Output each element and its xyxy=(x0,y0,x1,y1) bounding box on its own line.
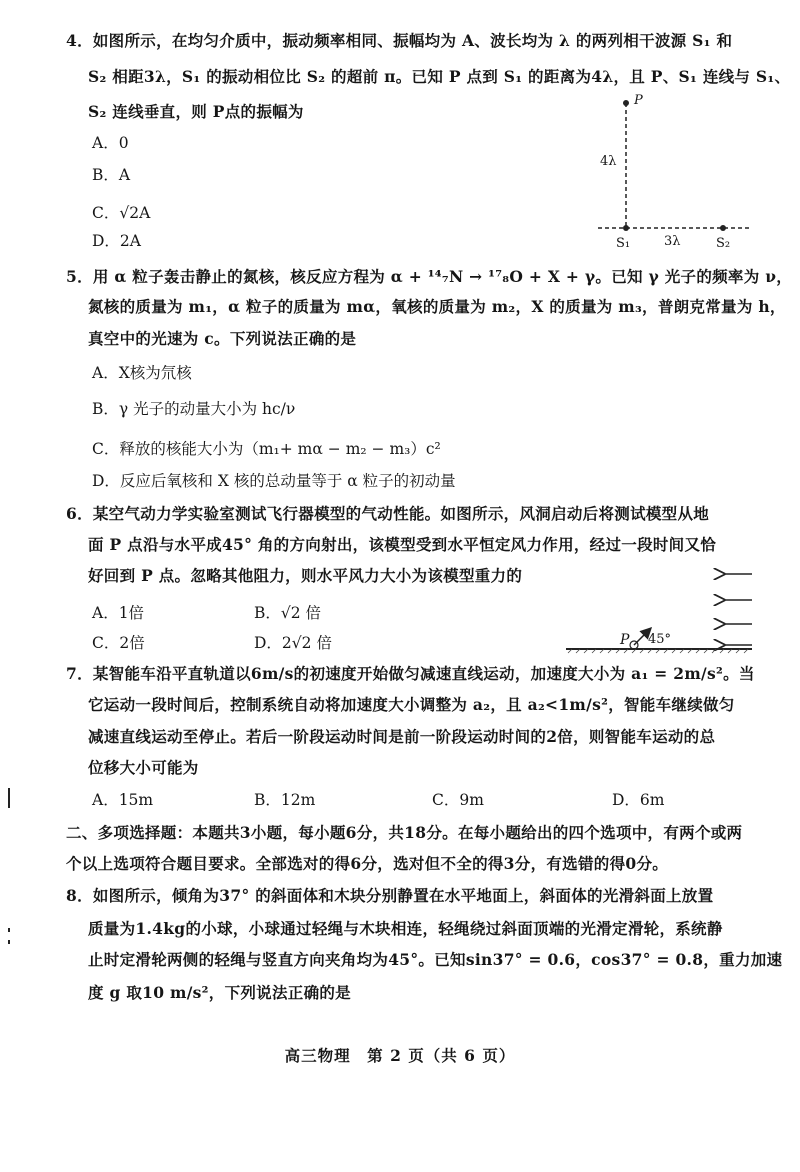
q7-option-c: C．9m xyxy=(432,791,484,809)
scan-mark xyxy=(8,788,10,808)
q4-line-1: 4．如图所示，在均匀介质中，振动频率相同、振幅均为 A、波长均为 λ 的两列相干波源 S₁ 和 xyxy=(66,31,733,50)
page-footer: 高三物理 第 2 页（共 6 页） xyxy=(284,1046,516,1065)
q6-option-c: C．2倍 xyxy=(92,634,145,652)
q6-angle-label: 45° xyxy=(648,632,672,647)
q8-line-1: 8．如图所示，倾角为37° 的斜面体和木块分别静置在水平地面上，斜面体的光滑斜面上放置 xyxy=(66,886,714,905)
q7-line-1: 7．某智能车沿平直轨道以6m/s的初速度开始做匀减速直线运动，加速度大小为 a₁ = 2m/s²。当 xyxy=(66,664,755,683)
q6-point-p-label: P xyxy=(620,632,630,648)
scan-mark xyxy=(8,940,10,944)
q6-option-d: D．2√2 倍 xyxy=(254,634,332,652)
q5-option-c: C．释放的核能大小为（m₁+ mα − m₂ − m₃）c² xyxy=(92,440,441,458)
q4-line-2: S₂ 相距3λ，S₁ 的振动相位比 S₂ 的超前 π。已知 P 点到 S₁ 的距离为4λ，且 P、S₁ 连线与 S₁、 xyxy=(88,67,791,86)
q7-option-a: A．15m xyxy=(92,791,154,809)
section2-line-1: 二、多项选择题：本题共3小题，每小题6分，共18分。在每小题给出的四个选项中，有两个或两 xyxy=(66,823,743,842)
q5-line-2: 氮核的质量为 m₁，α 粒子的质量为 mα，氧核的质量为 m₂，X 的质量为 m₃，普朗克常量为 h， xyxy=(88,297,786,316)
q6-line-1: 6．某空气动力学实验室测试飞行器模型的气动性能。如图所示，风洞启动后将测试模型从地 xyxy=(66,504,710,523)
q5-option-b: B．γ 光子的动量大小为 hc/ν xyxy=(92,400,296,418)
q4-vertical-distance-label: 4λ xyxy=(600,154,617,169)
q7-option-b: B．12m xyxy=(254,791,316,809)
q4-source-s2-label: S₂ xyxy=(716,236,731,251)
q8-line-2: 质量为1.4kg的小球，小球通过轻绳与木块相连，轻绳绕过斜面顶端的光滑定滑轮，系统静 xyxy=(88,919,723,938)
q4-line-3: S₂ 连线垂直，则 P点的振幅为 xyxy=(88,102,304,121)
q8-line-3: 止时定滑轮两侧的轻绳与竖直方向夹角均为45°。已知sin37° = 0.6，cos37° = 0.8，重力加速 xyxy=(88,950,783,969)
q4-option-c: C．√2A xyxy=(92,204,151,222)
q5-option-d: D．反应后氧核和 X 核的总动量等于 α 粒子的初动量 xyxy=(92,472,456,490)
q6-line-3: 好回到 P 点。忽略其他阻力，则水平风力大小为该模型重力的 xyxy=(88,566,523,585)
wind-arrow-icon xyxy=(724,574,752,645)
q4-option-b: B．A xyxy=(92,166,131,184)
q5-option-a: A．X核为氘核 xyxy=(92,364,192,382)
q4-point-p-label: P xyxy=(634,93,643,108)
section2-line-2: 个以上选项符合题目要求。全部选对的得6分，选对但不全的得3分，有选错的得0分。 xyxy=(66,854,669,873)
q6-option-a: A．1倍 xyxy=(92,604,145,622)
scan-mark xyxy=(8,928,10,932)
q8-line-4: 度 g 取10 m/s²，下列说法正确的是 xyxy=(88,983,351,1002)
q7-line-2: 它运动一段时间后，控制系统自动将加速度大小调整为 a₂，且 a₂<1m/s²，智能车继续做匀 xyxy=(88,695,735,714)
q7-line-3: 减速直线运动至停止。若后一阶段运动时间是前一阶段运动时间的2倍，则智能车运动的总 xyxy=(88,727,716,746)
q5-line-3: 真空中的光速为 c。下列说法正确的是 xyxy=(88,329,357,348)
q4-horizontal-distance-label: 3λ xyxy=(664,234,681,249)
q4-option-a: A．0 xyxy=(92,134,129,152)
q4-option-d: D．2A xyxy=(92,232,141,250)
q6-option-b: B．√2 倍 xyxy=(254,604,322,622)
q7-option-d: D．6m xyxy=(612,791,665,809)
q4-source-s1-label: S₁ xyxy=(616,236,631,251)
q5-line-1: 5．用 α 粒子轰击静止的氮核，核反应方程为 α + ¹⁴₇N → ¹⁷₈O + X + γ。已知 γ 光子的频率为 ν， xyxy=(66,267,793,286)
q6-line-2: 面 P 点沿与水平成45° 角的方向射出，该模型受到水平恒定风力作用，经过一段时间又恰 xyxy=(88,535,717,554)
q7-line-4: 位移大小可能为 xyxy=(88,758,199,777)
